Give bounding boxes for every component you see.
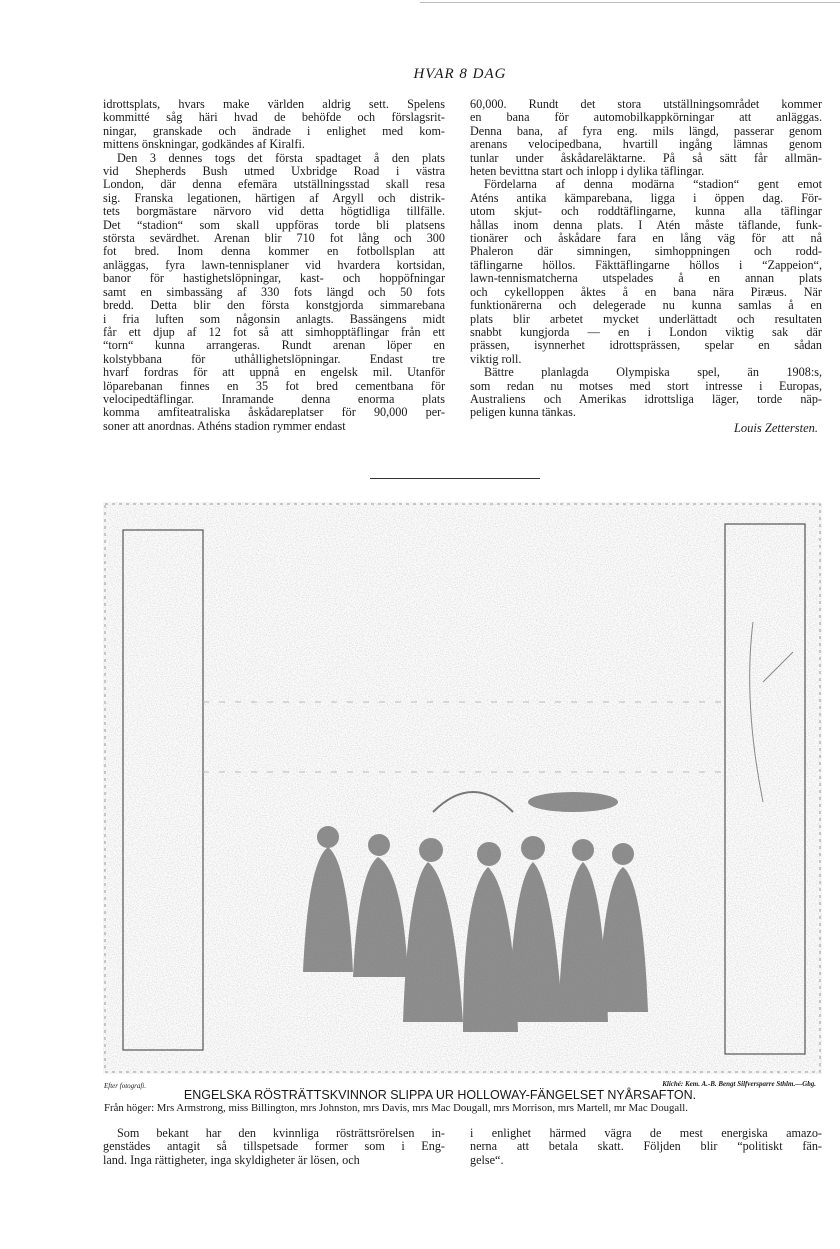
text-line: Som bekant har den kvinnliga rösträttsrörelsen in- [117, 1126, 445, 1140]
scan-edge-line [420, 2, 840, 3]
text-line: gelse“. [470, 1152, 504, 1167]
photo-credit-left: Efter fotografi. [104, 1082, 146, 1090]
text-line: 60,000. Rundt det stora utställningsområdet kommer [470, 97, 822, 111]
text-line: genstädes antagit så tillspetsade former som i Eng- [103, 1139, 445, 1154]
text-line: arenans velocipedbana, hvartill ingång lämnas genom [470, 137, 822, 152]
text-line: velocipedtäflingar. Inramande denna enorma plats [103, 391, 445, 406]
text-line: prässen, isynnerhet idrottsprässen, spelar en sådan [470, 338, 822, 353]
bottom-left-column [103, 1127, 445, 1167]
photo-caption-names: Från höger: Mrs Armstrong, miss Billington, mrs Johnston, mrs Davis, mrs Mac Dougall, mrs Morrison, mrs Martell, mr Mac Dougall. [104, 1102, 688, 1114]
text-line: Aténs antika kämparebana, ligga i öppen dag. För- [470, 190, 822, 205]
text-line: heten bevittna start och inlopp i dylika täflingar. [470, 164, 705, 179]
photo-caption-title: ENGELSKA RÖSTRÄTTSKVINNOR SLIPPA UR HOLLOWAY-FÄNGELSET NYÅRSAFTON. [183, 1088, 697, 1102]
author-signature: Louis Zettersten. [733, 420, 818, 435]
text-line: Phaleron där simningen, simhoppningen och rodd- [470, 244, 822, 259]
text-line: i fria luften som någonsin anlagts. Bassängens midt [103, 311, 445, 326]
text-line: hvarf fordras för att uppnå en engelsk mil. Utanför [103, 365, 445, 380]
text-line: tets borgmästare närvoro vid detta högtidliga tillfälle. [103, 204, 445, 219]
text-line: viktig roll. [470, 351, 522, 366]
text-line: soner att anordnas. Athéns stadion rymmer endast [103, 418, 346, 433]
text-line: bredd. Detta blir den första konstgjorda simmarebana [103, 298, 445, 313]
text-line: lawn-tennismatcherna utspelades å en annan plats [470, 271, 822, 286]
text-line: Den 3 dennes togs det första spadtaget å den plats [117, 150, 445, 165]
bottom-right-column [470, 1127, 822, 1167]
text-line: Fördelarna af denna modärna “stadion“ gent emot [484, 177, 822, 192]
photo-grain [103, 502, 822, 1074]
text-line: Det “stadion“ som skall uppföras torde bli platsens [103, 217, 445, 232]
text-line: nerna att betala skatt. Följden blir “politiskt fän- [470, 1139, 822, 1154]
text-line: får ett djup af 12 fot så att simhopptäflingar från ett [103, 324, 445, 339]
section-divider [370, 478, 540, 479]
text-line: och cykelloppen åktes å en bana nära Piræus. När [470, 284, 822, 299]
text-line: vid Shepherds Bush utmed Uxbridge Road i västra [103, 164, 445, 179]
text-line: hållas inom denna plats. I Atén måste täflande, funk- [470, 217, 822, 232]
text-line: fot bred. Inom denna kommer en fotbollsplan att [103, 244, 445, 259]
photograph-suffragettes [103, 502, 822, 1074]
text-line: i enlighet härmed vägra de mest energiska amazo- [470, 1126, 822, 1140]
article-right-column [470, 98, 822, 435]
text-line: funktionärerna och delegerade nu kunna samlas å en [470, 298, 822, 313]
text-line: tionärer och åskådare fara en lång väg för att nå [470, 231, 822, 246]
text-line: London, där denna efemära utställningsstad skall resa [103, 177, 445, 192]
text-line: snabbt kungjorda — en i London viktig sak där [470, 324, 822, 339]
text-line: som redan nu motses med stort intresse i Europas, [470, 378, 822, 393]
text-line: kolstybbana för uthållighetslöpningar. Endast tre [103, 351, 445, 366]
text-line: land. Inga rättigheter, inga skyldigheter är lösen, och [103, 1152, 360, 1167]
text-line: “torn“ kunna arrangeras. Rundt arenan löper en [103, 338, 445, 353]
text-line: tunlar under åskådareläktarne. På så sätt får allmän- [470, 150, 822, 165]
text-line: kommitté såg häri hvad de behöfde och förslagsrit- [103, 110, 445, 125]
text-line: en bana för automobilkappkörningar att anläggas. [470, 110, 822, 125]
text-line: största sevärdhet. Arenan blir 710 fot lång och 300 [103, 231, 445, 246]
text-line: idrottsplats, hvars make världen aldrig sett. Spelens [103, 97, 445, 111]
text-line: utom skjut- och roddtäflingarne, kunna alla täflingar [470, 204, 822, 219]
text-line: banor för hastighetslöpningar, kast- och hoppöfningar [103, 271, 445, 286]
article-left-column [103, 98, 445, 433]
text-line: plats blir arbetet mycket underlättadt och resultaten [470, 311, 822, 326]
page-header: HVAR 8 DAG [413, 66, 507, 82]
text-line: löparebanan finnes en 35 fot bred cementbana för [103, 378, 445, 393]
photo-credit-right: Kliché: Kem. A.-B. Bengt Silfversparre Sthlm.—Gbg. [662, 1080, 816, 1088]
text-line: ningar, granskade och ändrade i enlighet med kom- [103, 123, 445, 138]
text-line: sig. Franska legationen, härtigen af Argyll och distrik- [103, 190, 445, 205]
text-line: Denna bana, af fyra eng. mils längd, passerar genom [470, 123, 822, 138]
text-line: Bättre planlagda Olympiska spel, än 1908:s, [484, 365, 822, 380]
text-line: mittens önskningar, godkändes af Kiralfi. [103, 137, 305, 152]
text-line: Australiens och Amerikas idrottsliga läger, torde näp- [470, 391, 822, 406]
text-line: komma amfiteatraliska åskådareplatser för 90,000 per- [103, 405, 445, 420]
text-line: anläggas, fyra lawn-tennisplaner vid hvardera kortsidan, [103, 257, 445, 272]
text-line: samt en simbassäng af 330 fots längd och 50 fots [103, 284, 445, 299]
text-line: peligen kunna tänkas. [470, 405, 576, 420]
text-line: täflingarne höllos. Fäkttäflingarne höllos i “Zappeion“, [470, 257, 822, 272]
